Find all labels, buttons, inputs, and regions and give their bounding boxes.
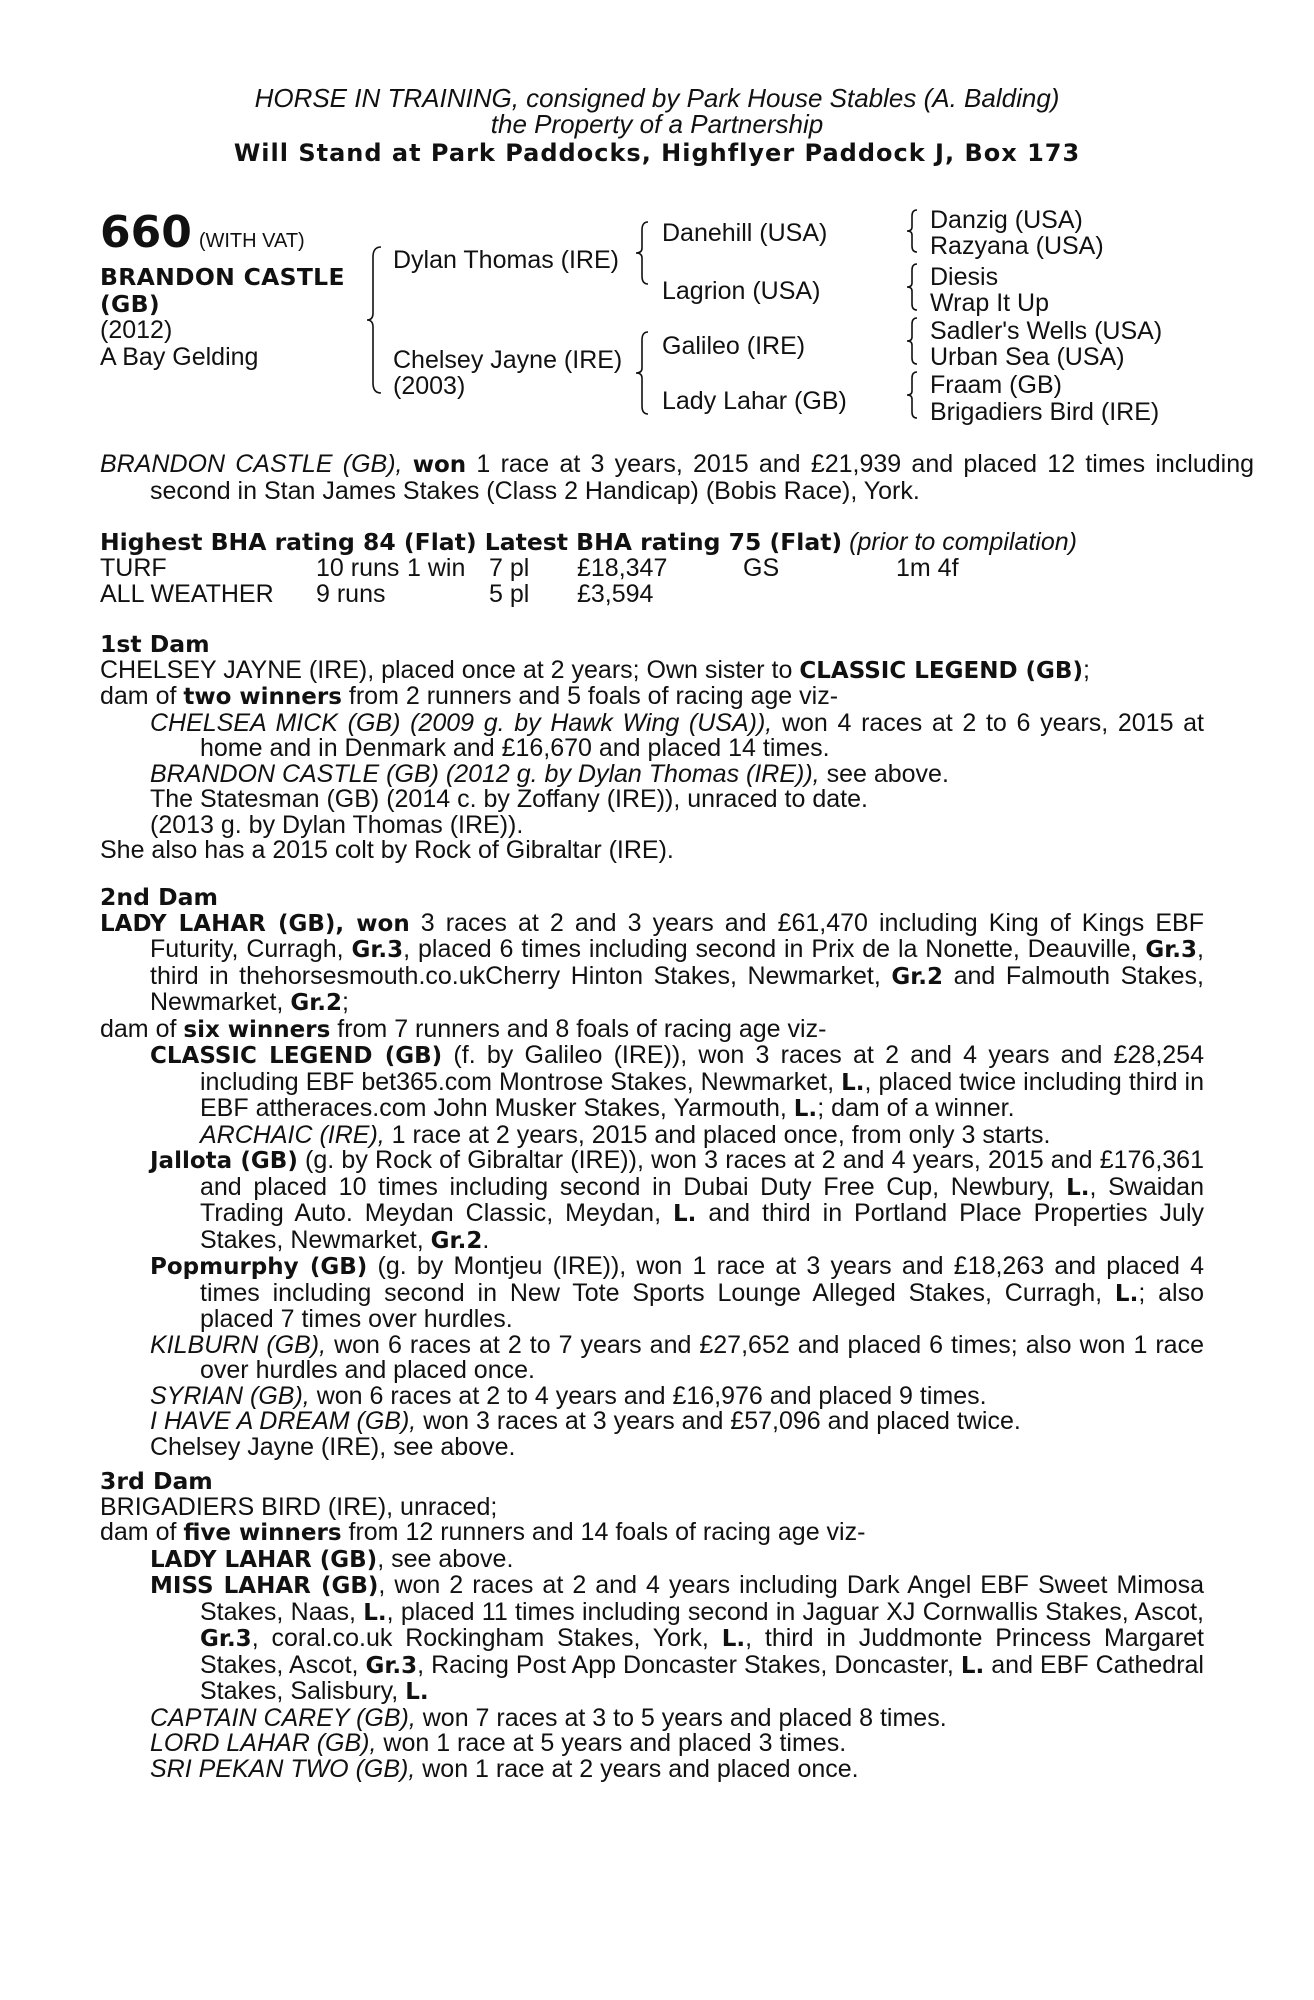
second-dam-text-1: 3 races at 2 and 3 years and £61,470 including King of Kings EBF Futurity, Curragh, (150, 908, 1204, 963)
first-dam-name-text: CHELSEY JAYNE (IRE), placed once at 2 years; Own sister to (100, 655, 800, 684)
first-dam-note: She also has a 2015 colt by Rock of Gibraltar (IRE). (100, 836, 674, 864)
second-dam-winners: six winners (183, 1016, 331, 1043)
pedigree-brace-g3 (905, 316, 921, 366)
first-dam-section (100, 632, 1204, 864)
produce-1-text: won 4 races at 2 to 6 years, 2015 at home and in Denmark and £16,670 and placed 14 times. (200, 708, 1204, 762)
third-dam-record: BRIGADIERS BIRD (IRE), unraced; (100, 1492, 498, 1521)
second-dam-dam-of: dam of (100, 1014, 184, 1043)
produce-name: CLASSIC LEGEND (GB) (150, 1043, 443, 1069)
ratings-note: (prior to compilation) (849, 528, 1077, 556)
second-dam-produce-7: Chelsey Jayne (IRE), see above. (150, 1432, 516, 1461)
produce-name: KILBURN (GB), (150, 1330, 327, 1359)
grade-badge: Gr.3 (365, 1652, 418, 1679)
turf-surface: TURF (100, 554, 167, 582)
produce-name: SYRIAN (GB), (150, 1381, 310, 1410)
listed-badge: L. (841, 1069, 865, 1096)
produce-text: won 3 races at 3 years and £57,096 and placed twice. (416, 1407, 1021, 1435)
second-dam-grandproduce (100, 1120, 1204, 1149)
produce-name: LADY LAHAR (GB) (150, 1546, 378, 1573)
own-sister-name: CLASSIC LEGEND (GB) (799, 657, 1083, 684)
first-dam-produce-text: from 2 runners and 5 foals of racing age viz- (341, 682, 839, 710)
pedigree-brace-g2 (905, 262, 921, 312)
listed-badge: L. (673, 1201, 697, 1227)
third-dam-winners: five winners (183, 1520, 342, 1546)
second-dam-produce-4 (100, 1330, 1204, 1384)
pedigree-g1: Danzig (USA) (930, 206, 1083, 234)
aw-placed: 5 pl (489, 580, 530, 608)
foaling-year: (2012) (100, 316, 173, 344)
produce-text: . (482, 1225, 490, 1254)
header-consignor: HORSE IN TRAINING, consigned by Park House Stables (A. Balding) (254, 83, 1060, 113)
pedigree-g3: Diesis (930, 263, 999, 291)
race-summary (100, 452, 1254, 504)
aw-runs: 9 runs (316, 580, 386, 608)
turf-placed: 7 pl (489, 554, 530, 582)
pedigree-g2: Razyana (USA) (930, 232, 1104, 260)
pedigree-brace-g4 (905, 370, 921, 420)
produce-2-name: BRANDON CASTLE (GB) (2012 g. by Dylan Thomas (IRE)), (150, 759, 820, 788)
pedigree-g6: Urban Sea (USA) (930, 343, 1125, 371)
produce-text: ; dam of a winner. (817, 1094, 1015, 1122)
produce-name: I HAVE A DREAM (GB), (150, 1407, 417, 1435)
third-dam-heading: 3rd Dam (100, 1467, 213, 1495)
grade-badge: Gr.3 (200, 1626, 252, 1652)
produce-text: , see above. (377, 1544, 514, 1573)
second-dam-produce-2 (100, 1148, 1204, 1254)
turf-distance: 1m 4f (896, 554, 959, 582)
aw-prize: £3,594 (577, 580, 654, 608)
produce-name: LORD LAHAR (GB), (150, 1729, 377, 1757)
produce-2-text: see above. (819, 759, 949, 788)
pedigree-dam-year: (2003) (393, 372, 466, 400)
second-dam-produce-1 (100, 1043, 1204, 1123)
third-dam-dam-of: dam of (100, 1518, 184, 1546)
produce-name: MISS LAHAR (GB) (150, 1573, 379, 1599)
ratings-heading: Highest BHA rating 84 (Flat) Latest BHA rating 75 (Flat) (100, 528, 843, 556)
produce-text: won 6 races at 2 to 7 years and £27,652 and placed 6 times; also won 1 race over hurdles and placed once. (200, 1330, 1204, 1384)
produce-name: SRI PEKAN TWO (GB), (150, 1754, 416, 1783)
summary-horse-name: BRANDON CASTLE (GB), (100, 450, 403, 478)
produce-text: won 1 race at 2 years and placed once. (415, 1754, 859, 1783)
produce-text: won 1 race at 5 years and placed 3 times. (376, 1729, 847, 1757)
third-dam-section (100, 1469, 1204, 1782)
third-dam-produce-5 (100, 1754, 1204, 1783)
produce-text: won 7 races at 3 to 5 years and placed 8 times. (415, 1703, 947, 1732)
produce-text: , Racing Post App Doncaster Stakes, Doncaster, (417, 1650, 961, 1679)
first-dam-produce-4: (2013 g. by Dylan Thomas (IRE)). (150, 810, 524, 839)
turf-prize: £18,347 (577, 554, 668, 582)
ratings-aw-row (100, 582, 1200, 608)
produce-text: , third in Juddmonte Princess Margaret Stakes, Ascot, (200, 1624, 1204, 1679)
first-dam-produce-2 (100, 759, 1204, 788)
first-dam-produce-1 (100, 708, 1204, 762)
second-dam-produce-text: from 7 runners and 8 foals of racing age viz- (330, 1014, 827, 1043)
produce-name: Popmurphy (GB) (150, 1254, 368, 1280)
second-dam-text-3: , third in thehorsesmouth.co.ukCherry Hinton Stakes, Newmarket, (150, 935, 1204, 990)
pedigree-dam-sire: Galileo (IRE) (662, 332, 806, 360)
first-dam-line1 (100, 655, 1204, 685)
pedigree-g4: Wrap It Up (930, 289, 1050, 317)
produce-text: and third in Portland Place Properties July Stakes, Newmarket, (200, 1199, 1204, 1254)
header-property: the Property of a Partnership (490, 109, 824, 139)
turf-runs: 10 runs (316, 554, 400, 582)
second-dam-text-2: , placed 6 times including second in Prix de la Nonette, Deauville, (403, 935, 1146, 963)
summary-text: 1 race at 3 years, 2015 and £21,939 and placed 12 times including second in Stan James Stakes (Class 2 Handicap) (Bobis Race), York. (150, 450, 1255, 505)
produce-text: (f. by Galileo (IRE)), won 3 races at 2 and 4 years and £28,254 including EBF bet365.com Montrose Stakes, Newmarket, (200, 1041, 1204, 1096)
third-dam-produce-line (100, 1520, 1204, 1547)
third-dam-produce-2 (100, 1573, 1204, 1706)
listed-badge: L. (721, 1626, 746, 1652)
lot-number: 660 (100, 207, 192, 258)
produce-text: won 6 races at 2 to 4 years and £16,976 and placed 9 times. (309, 1381, 987, 1410)
second-dam-heading: 2nd Dam (100, 883, 218, 911)
listed-badge: L. (1114, 1280, 1139, 1307)
listed-badge: L. (1066, 1174, 1090, 1201)
pedigree-sire-sire: Danehill (USA) (662, 219, 828, 247)
grandproduce-name: ARCHAIC (IRE), (200, 1120, 385, 1149)
ratings-turf-row (100, 556, 1200, 582)
lot-number-line (100, 207, 305, 258)
pedigree-g8: Brigadiers Bird (IRE) (930, 398, 1160, 426)
produce-text: , placed 11 times including second in Jaguar XJ Cornwallis Stakes, Ascot, (386, 1597, 1204, 1626)
pedigree-brace-g1 (905, 208, 921, 254)
produce-1-name: CHELSEA MICK (GB) (2009 g. by Hawk Wing (USA)), (150, 708, 773, 737)
second-dam-text-5: ; (342, 988, 349, 1016)
produce-text: , won 2 races at 2 and 4 years including Dark Angel EBF Sweet Mimosa Stakes, Naas, (200, 1571, 1204, 1626)
summary-won: won (412, 452, 467, 478)
vat-note: (WITH VAT) (198, 230, 305, 252)
produce-text: ; also placed 7 times over hurdles. (200, 1278, 1204, 1333)
grandproduce-text: 1 race at 2 years, 2015 and placed once, from only 3 starts. (384, 1120, 1051, 1149)
third-dam-produce-text: from 12 runners and 14 foals of racing age viz- (341, 1518, 866, 1546)
pedigree-sire: Dylan Thomas (IRE) (393, 246, 619, 274)
pedigree-brace-sire (634, 220, 652, 286)
pedigree-dam: Chelsey Jayne (IRE) (393, 346, 623, 374)
produce-text: (g. by Rock of Gibraltar (IRE)), won 3 races at 2 and 4 years, 2015 and £176,361 and placed 10 times including second in Dubai Duty Free Cup, Newbury, (200, 1146, 1204, 1201)
second-dam-produce-3 (100, 1254, 1204, 1333)
first-dam-heading: 1st Dam (100, 630, 210, 658)
pedigree-g7: Fraam (GB) (930, 371, 1062, 399)
grade-badge: Gr.3 (351, 937, 404, 963)
first-dam-line1-end: ; (1082, 655, 1090, 684)
grade-badge: Gr.2 (891, 963, 944, 990)
listed-badge: L. (405, 1679, 429, 1705)
first-dam-winners: two winners (183, 684, 342, 710)
third-dam-produce-1 (100, 1544, 1204, 1574)
produce-text: , Swaidan Trading Auto. Meydan Classic, Meydan, (200, 1172, 1204, 1227)
ratings-heading-line (100, 530, 1077, 556)
second-dam-record (100, 908, 1204, 1017)
pedigree-dam-dam: Lady Lahar (GB) (662, 387, 847, 415)
horse-name-line1: BRANDON CASTLE (100, 263, 345, 291)
first-dam-dam-of: dam of (100, 682, 184, 710)
first-dam-produce-3: The Statesman (GB) (2014 c. by Zoffany (IRE)), unraced to date. (150, 785, 868, 813)
third-dam-produce-4 (100, 1731, 1204, 1757)
third-dam-produce-3 (100, 1703, 1204, 1732)
second-dam-name: LADY LAHAR (GB), won (100, 910, 410, 937)
turf-wins: 1 win (407, 554, 466, 582)
pedigree-g5: Sadler's Wells (USA) (930, 317, 1163, 345)
produce-text: (g. by Montjeu (IRE)), won 1 race at 3 years and £18,263 and placed 4 times including second in New Tote Sports Lounge Alleged Stakes, Curragh, (200, 1252, 1205, 1307)
header-location: Will Stand at Park Paddocks, Highflyer Paddock J, Box 173 (233, 139, 1081, 167)
listed-badge: L. (363, 1599, 387, 1626)
grade-badge: Gr.2 (430, 1227, 483, 1254)
second-dam-produce-line (100, 1014, 1204, 1044)
second-dam-text-4: and Falmouth Stakes, Newmarket, (150, 961, 1204, 1016)
listed-badge: L. (960, 1652, 985, 1679)
produce-text: , placed twice including third in EBF attheraces.com John Musker Stakes, Yarmouth, (200, 1067, 1204, 1122)
turf-going: GS (743, 554, 780, 582)
second-dam-produce-6 (100, 1409, 1204, 1435)
produce-name: Jallota (GB) (150, 1148, 298, 1174)
second-dam-section (100, 885, 1204, 1460)
grade-badge: Gr.2 (290, 990, 342, 1016)
produce-text: and EBF Cathedral Stakes, Salisbury, (200, 1650, 1204, 1705)
aw-surface: ALL WEATHER (100, 580, 274, 608)
produce-name: CAPTAIN CAREY (GB), (150, 1703, 416, 1732)
pedigree-brace-main (365, 245, 385, 395)
pedigree-sire-dam: Lagrion (USA) (662, 277, 821, 305)
horse-description: A Bay Gelding (100, 343, 259, 371)
listed-badge: L. (793, 1096, 818, 1122)
pedigree-brace-dam (634, 330, 652, 416)
first-dam-produce-line (100, 684, 1204, 711)
grade-badge: Gr.3 (1145, 937, 1198, 963)
second-dam-produce-5 (100, 1381, 1204, 1410)
horse-name-line2: (GB) (100, 290, 160, 318)
produce-text: , coral.co.uk Rockingham Stakes, York, (251, 1624, 722, 1652)
